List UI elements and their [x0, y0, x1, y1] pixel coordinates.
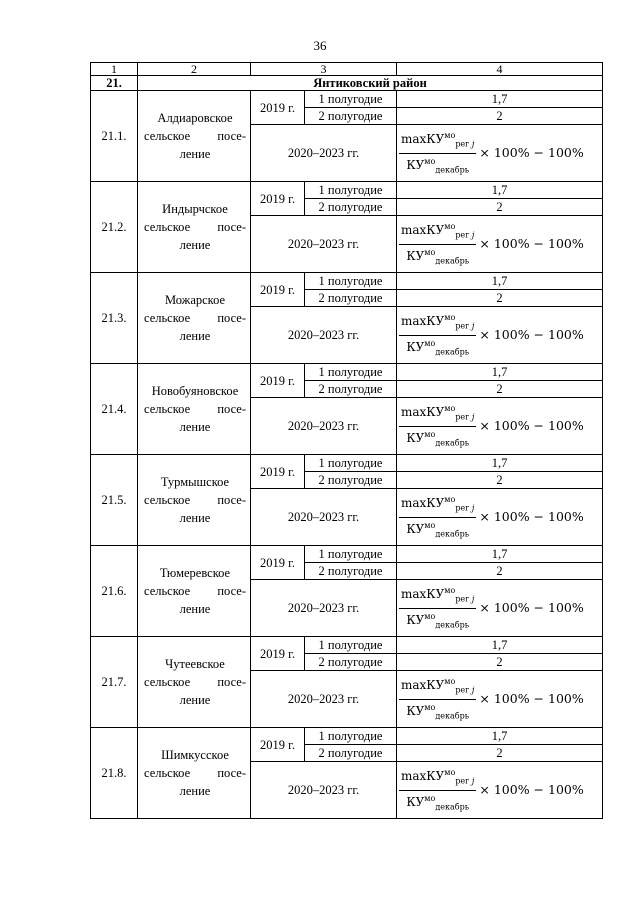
formula-text: maxКУ: [401, 405, 445, 420]
formula-cell: [397, 216, 603, 273]
formula-text: мо: [444, 313, 456, 323]
formula-text: декабрь: [435, 255, 470, 265]
formula-text: декабрь: [435, 710, 470, 720]
formula-text: мо: [424, 429, 436, 439]
settlement-name: [138, 91, 251, 182]
formula-numerator: [399, 584, 476, 608]
formula-text: × 100% − 100%: [479, 509, 584, 524]
formula-text: [455, 595, 474, 604]
value-cell: 1,7: [397, 546, 603, 563]
settlement-row: [91, 455, 603, 472]
settlement-name-line: Тюмеревское: [159, 566, 231, 580]
formula-text: [455, 322, 474, 331]
formula-text: мо: [444, 768, 456, 778]
column-header: 3: [251, 63, 397, 76]
settlement-name: [138, 273, 251, 364]
value-cell: 2: [397, 381, 603, 398]
settlement-row: [91, 273, 603, 290]
half-year-cell: 1 полугодие: [305, 637, 397, 654]
formula-text: [455, 777, 474, 786]
formula-text: КУ: [406, 612, 425, 627]
formula-fraction: [399, 766, 476, 814]
value-cell: 2: [397, 108, 603, 125]
formula-text: maxКУ: [401, 314, 445, 329]
formula-text: maxКУ: [401, 587, 445, 602]
value-cell: 1,7: [397, 728, 603, 745]
settlement-name-line: сельское посе-: [144, 584, 246, 598]
half-year-cell: 1 полугодие: [305, 455, 397, 472]
half-year-cell: 2 полугодие: [305, 108, 397, 125]
formula-text: мо: [424, 611, 436, 621]
year-cell: 2019 г.: [251, 182, 305, 216]
half-year-cell: 2 полугодие: [305, 381, 397, 398]
half-year-cell: 1 полугодие: [305, 546, 397, 563]
half-year-cell: 1 полугодие: [305, 273, 397, 290]
formula-text: j: [471, 685, 475, 695]
formula-text: [455, 413, 474, 422]
formula-denominator: [399, 427, 476, 450]
half-year-cell: 2 полугодие: [305, 654, 397, 671]
formula-text: КУ: [406, 430, 425, 445]
settlement-row: [91, 728, 603, 745]
settlement-name: [138, 546, 251, 637]
formula-text: декабрь: [435, 437, 470, 447]
year-cell: 2019 г.: [251, 364, 305, 398]
value-cell: 2: [397, 563, 603, 580]
settlement-name-line: сельское посе-: [144, 675, 246, 689]
formula-fraction: [399, 402, 476, 450]
region-row: [91, 76, 603, 91]
settlement-name-line: сельское посе-: [144, 311, 246, 325]
formula-fraction: [399, 311, 476, 359]
value-cell: 1,7: [397, 273, 603, 290]
year-cell: 2019 г.: [251, 91, 305, 125]
settlement-name-line: сельское посе-: [144, 766, 246, 780]
settlement-number: 21.7.: [91, 637, 138, 728]
settlement-name-line: ление: [179, 329, 211, 343]
formula-text: [455, 140, 474, 149]
settlement-name-line: Турмышское: [160, 475, 230, 489]
region-number: 21.: [91, 76, 138, 91]
formula-text: j: [471, 230, 475, 240]
formula-text: j: [471, 776, 475, 786]
settlement-name-line: ление: [179, 147, 211, 161]
settlement-number: 21.6.: [91, 546, 138, 637]
formula-fraction: [399, 220, 476, 268]
settlement-name: [138, 455, 251, 546]
formula-denominator: [399, 154, 476, 177]
period-cell: 2020–2023 гг.: [251, 398, 397, 455]
value-cell: 1,7: [397, 455, 603, 472]
half-year-cell: 2 полугодие: [305, 199, 397, 216]
period-cell: 2020–2023 гг.: [251, 489, 397, 546]
settlement-name-line: Шимкусское: [161, 748, 229, 762]
settlement-name-line: ление: [179, 602, 211, 616]
settlement-name-line: сельское посе-: [144, 129, 246, 143]
period-cell: 2020–2023 гг.: [251, 580, 397, 637]
settlement-row: [91, 91, 603, 108]
formula-numerator: [399, 402, 476, 426]
formula-text: j: [471, 412, 475, 422]
formula-text: j: [471, 503, 475, 513]
formula-text: КУ: [406, 521, 425, 536]
formula-text: КУ: [406, 339, 425, 354]
formula-text: рег: [455, 321, 470, 331]
period-cell: 2020–2023 гг.: [251, 762, 397, 819]
formula-text: × 100% − 100%: [479, 145, 584, 160]
settlement-name-line: Можарское: [164, 293, 226, 307]
settlement-name-line: сельское посе-: [144, 493, 246, 507]
formula-text: [455, 504, 474, 513]
formula-text: j: [471, 321, 475, 331]
formula-text: × 100% − 100%: [479, 782, 584, 797]
settlement-number: 21.8.: [91, 728, 138, 819]
formula-text: рег: [455, 230, 470, 240]
column-header: 4: [397, 63, 603, 76]
formula-cell: [397, 125, 603, 182]
settlement-number: 21.4.: [91, 364, 138, 455]
formula-text: × 100% − 100%: [479, 418, 584, 433]
settlement-name-line: Чутеевское: [165, 657, 225, 671]
half-year-cell: 1 полугодие: [305, 182, 397, 199]
formula-text: мо: [444, 495, 456, 505]
formula-numerator: [399, 220, 476, 244]
formula-denominator: [399, 791, 476, 814]
formula-fraction: [399, 584, 476, 632]
formula-text: мо: [444, 131, 456, 141]
year-cell: 2019 г.: [251, 546, 305, 580]
formula-text: декабрь: [435, 619, 470, 629]
half-year-cell: 1 полугодие: [305, 728, 397, 745]
formula-text: мо: [444, 586, 456, 596]
formula-text: j: [471, 139, 475, 149]
formula-numerator: [399, 493, 476, 517]
settlement-name: [138, 637, 251, 728]
formula-denominator: [399, 700, 476, 723]
formula-text: maxКУ: [401, 132, 445, 147]
formula-cell: [397, 307, 603, 364]
formula-text: мо: [424, 247, 436, 257]
settlement-name: [138, 182, 251, 273]
formula-cell: [397, 580, 603, 637]
value-cell: 2: [397, 290, 603, 307]
formula-text: КУ: [406, 157, 425, 172]
formula-text: × 100% − 100%: [479, 691, 584, 706]
formula-text: мо: [424, 520, 436, 530]
formula-fraction: [399, 675, 476, 723]
column-header-row: [91, 63, 603, 76]
period-cell: 2020–2023 гг.: [251, 125, 397, 182]
settlement-name-line: сельское посе-: [144, 220, 246, 234]
year-cell: 2019 г.: [251, 455, 305, 489]
settlement-name: [138, 728, 251, 819]
formula-text: декабрь: [435, 346, 470, 356]
settlement-row: [91, 182, 603, 199]
year-cell: 2019 г.: [251, 273, 305, 307]
page-number: 36: [313, 38, 327, 53]
settlement-name: [138, 364, 251, 455]
formula-text: maxКУ: [401, 769, 445, 784]
settlement-number: 21.3.: [91, 273, 138, 364]
formula-text: рег: [455, 776, 470, 786]
formula-text: декабрь: [435, 801, 470, 811]
formula-text: мо: [424, 156, 436, 166]
settlement-name-line: сельское посе-: [144, 402, 246, 416]
formula-numerator: [399, 311, 476, 335]
formula-text: [455, 231, 474, 240]
formula-denominator: [399, 518, 476, 541]
value-cell: 1,7: [397, 182, 603, 199]
formula-numerator: [399, 766, 476, 790]
column-header: 1: [91, 63, 138, 76]
settlement-name-line: ление: [179, 784, 211, 798]
value-cell: 2: [397, 654, 603, 671]
formula-text: КУ: [406, 703, 425, 718]
formula-text: maxКУ: [401, 678, 445, 693]
formula-text: рег: [455, 685, 470, 695]
settlement-name-line: Индырчское: [162, 202, 228, 216]
year-cell: 2019 г.: [251, 637, 305, 671]
settlement-name-line: Новобуяновское: [151, 384, 239, 398]
formula-cell: [397, 671, 603, 728]
formula-text: мо: [444, 222, 456, 232]
column-header: 2: [138, 63, 251, 76]
formula-text: рег: [455, 594, 470, 604]
settlement-name-line: Алдиаровское: [157, 111, 233, 125]
period-cell: 2020–2023 гг.: [251, 307, 397, 364]
formula-text: × 100% − 100%: [479, 236, 584, 251]
half-year-cell: 2 полугодие: [305, 563, 397, 580]
half-year-cell: 1 полугодие: [305, 91, 397, 108]
formula-text: [455, 686, 474, 695]
formula-numerator: [399, 129, 476, 153]
formula-text: КУ: [406, 794, 425, 809]
formula-fraction: [399, 129, 476, 177]
formula-cell: [397, 398, 603, 455]
settlement-row: [91, 546, 603, 563]
formula-text: maxКУ: [401, 496, 445, 511]
settlement-row: [91, 637, 603, 654]
settlement-number: 21.5.: [91, 455, 138, 546]
half-year-cell: 1 полугодие: [305, 364, 397, 381]
formula-text: рег: [455, 412, 470, 422]
formula-denominator: [399, 609, 476, 632]
half-year-cell: 2 полугодие: [305, 472, 397, 489]
formula-text: мо: [424, 338, 436, 348]
formula-text: × 100% − 100%: [479, 327, 584, 342]
formula-denominator: [399, 245, 476, 268]
formula-text: рег: [455, 503, 470, 513]
formula-cell: [397, 489, 603, 546]
formula-text: рег: [455, 139, 470, 149]
period-cell: 2020–2023 гг.: [251, 671, 397, 728]
half-year-cell: 2 полугодие: [305, 745, 397, 762]
settlement-name-line: ление: [179, 238, 211, 252]
region-name: Янтиковский район: [138, 76, 603, 91]
formula-text: мо: [424, 702, 436, 712]
value-cell: 1,7: [397, 91, 603, 108]
formula-numerator: [399, 675, 476, 699]
formula-denominator: [399, 336, 476, 359]
settlement-number: 21.1.: [91, 91, 138, 182]
half-year-cell: 2 полугодие: [305, 290, 397, 307]
formula-text: мо: [444, 677, 456, 687]
settlement-number: 21.2.: [91, 182, 138, 273]
formula-text: декабрь: [435, 528, 470, 538]
formula-text: × 100% − 100%: [479, 600, 584, 615]
settlement-name-line: ление: [179, 693, 211, 707]
formula-cell: [397, 762, 603, 819]
value-cell: 1,7: [397, 637, 603, 654]
value-cell: 2: [397, 199, 603, 216]
formula-text: мо: [444, 404, 456, 414]
settlement-row: [91, 364, 603, 381]
formula-text: j: [471, 594, 475, 604]
year-cell: 2019 г.: [251, 728, 305, 762]
value-cell: 2: [397, 472, 603, 489]
value-cell: 1,7: [397, 364, 603, 381]
formula-text: мо: [424, 793, 436, 803]
formula-fraction: [399, 493, 476, 541]
formula-text: maxКУ: [401, 223, 445, 238]
settlement-name-line: ление: [179, 511, 211, 525]
period-cell: 2020–2023 гг.: [251, 216, 397, 273]
value-cell: 2: [397, 745, 603, 762]
settlement-name-line: ление: [179, 420, 211, 434]
tariff-table: [90, 62, 603, 819]
formula-text: КУ: [406, 248, 425, 263]
formula-text: декабрь: [435, 164, 470, 174]
